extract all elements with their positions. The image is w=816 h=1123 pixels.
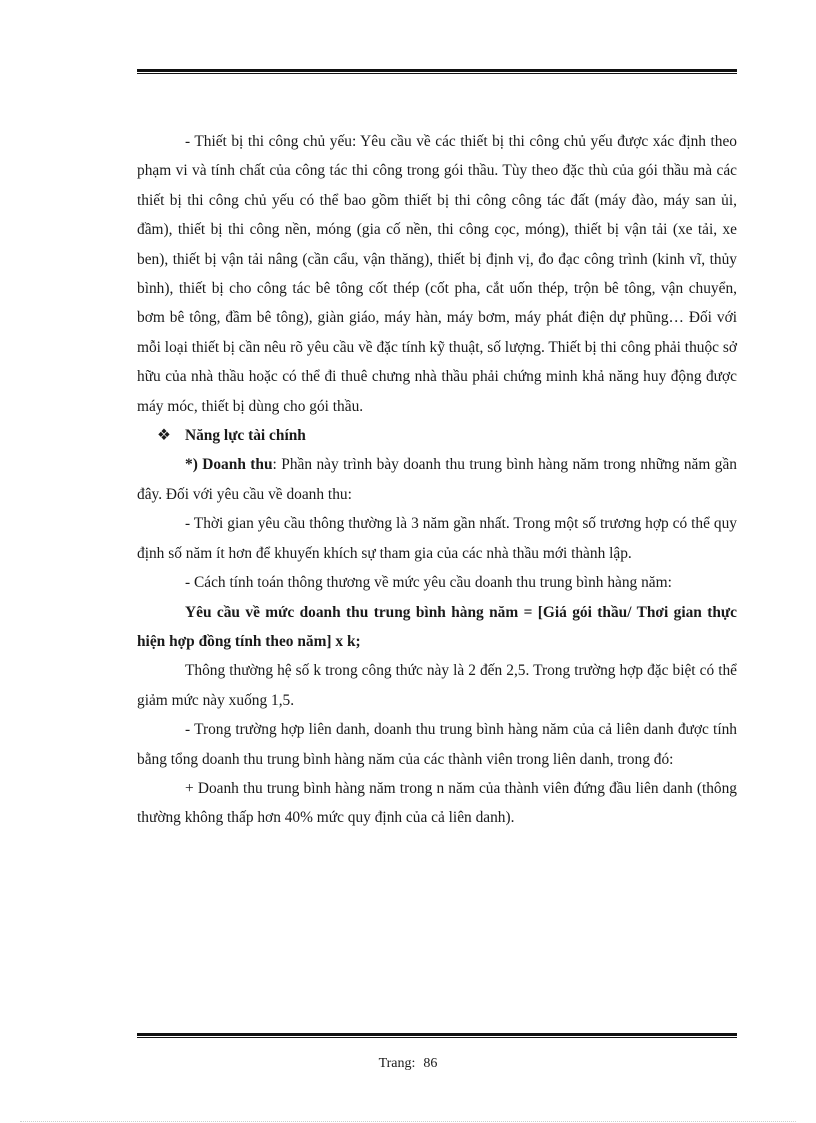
header-rule — [137, 69, 737, 74]
paragraph-formula: Yêu cầu về mức doanh thu trung bình hàng năm = [Giá gói thầu/ Thơi gian thực hiện hợp đồng tính theo năm] x k; — [137, 603, 737, 650]
page-footer — [0, 1056, 816, 1072]
paragraph-revenue — [137, 450, 737, 509]
page-number: 86 — [423, 1056, 438, 1071]
page-edge-divider — [20, 1121, 796, 1122]
section-heading — [137, 421, 737, 450]
paragraph-joint-venture: - Trong trường hợp liên danh, doanh thu trung bình hàng năm của cả liên danh được tính bằng tổng doanh thu trung bình hàng năm của các thành viên trong liên danh, trong đó: — [137, 721, 737, 768]
revenue-sep: : — [272, 456, 282, 474]
footer-rule — [137, 1033, 737, 1038]
paragraph-period: - Thời gian yêu cầu thông thường là 3 năm gần nhất. Trong một số trương hợp có thể quy định số năm ít hơn để khuyến khích sự tham gia của các nhà thầu mới thành lập. — [137, 515, 737, 562]
paragraph-lead-member: + Doanh thu trung bình hàng năm trong n năm của thành viên đứng đầu liên danh (thông thường không thấp hơn 40% mức quy định của cả liên danh). — [137, 779, 737, 827]
paragraph-calculation: - Cách tính toán thông thương về mức yêu cầu doanh thu trung bình hàng năm: — [185, 574, 672, 592]
heading-text: Năng lực tài chính — [185, 427, 306, 445]
page-label: Trang: — [378, 1056, 416, 1071]
document-body — [137, 127, 737, 833]
paragraph-equipment: - Thiết bị thi công chủ yếu: Yêu cầu về các thiết bị thi công chủ yếu được xác định theo phạm vi và tính chất của công tác thi công trong gói thầu. Tùy theo đặc thù của gói thầu mà các thiết bị thi công chủ yếu có thể bao gồm thiết bị thi công công tác đất (máy đào, máy san ủi, đầm), thiết bị thi công nền, móng (gia cố nền, thi công cọc, móng), thiết bị vận tải (xe tải, xe ben), thiết bị vận tải nâng (cần cẩu, vận thăng), thiết bị định vị, đo đạc công trình (kinh vĩ, thủy bình), thiết bị cho công tác bê tông cốt thép (cốt pha, cắt uốn thép, trộn bê tông, vận chuyển, bơm bê tông, đầm bê tông), giàn giáo, máy hàn, máy bơm, máy phát điện dự phũng… Đối với mỗi loại thiết bị cần nêu rõ yêu cầu về đặc tính kỹ thuật, số lượng. Thiết bị thi công phải thuộc sở hữu của nhà thầu hoặc có thể đi thuê chưng nhà thầu phải chứng minh khả năng huy động được máy móc, thiết bị dùng cho gói thầu. — [137, 133, 737, 415]
diamond-bullet-icon: ❖ — [157, 427, 171, 445]
revenue-label: *) Doanh thu — [185, 456, 273, 474]
revenue-text: Phần này trình bày doanh thu trung bình hàng năm trong những năm gần đây. Đối với yêu cầu về doanh thu: — [137, 456, 738, 503]
paragraph-coefficient: Thông thường hệ số k trong công thức này là 2 đến 2,5. Trong trường hợp đặc biệt có thể giảm mức này xuống 1,5. — [137, 662, 737, 709]
